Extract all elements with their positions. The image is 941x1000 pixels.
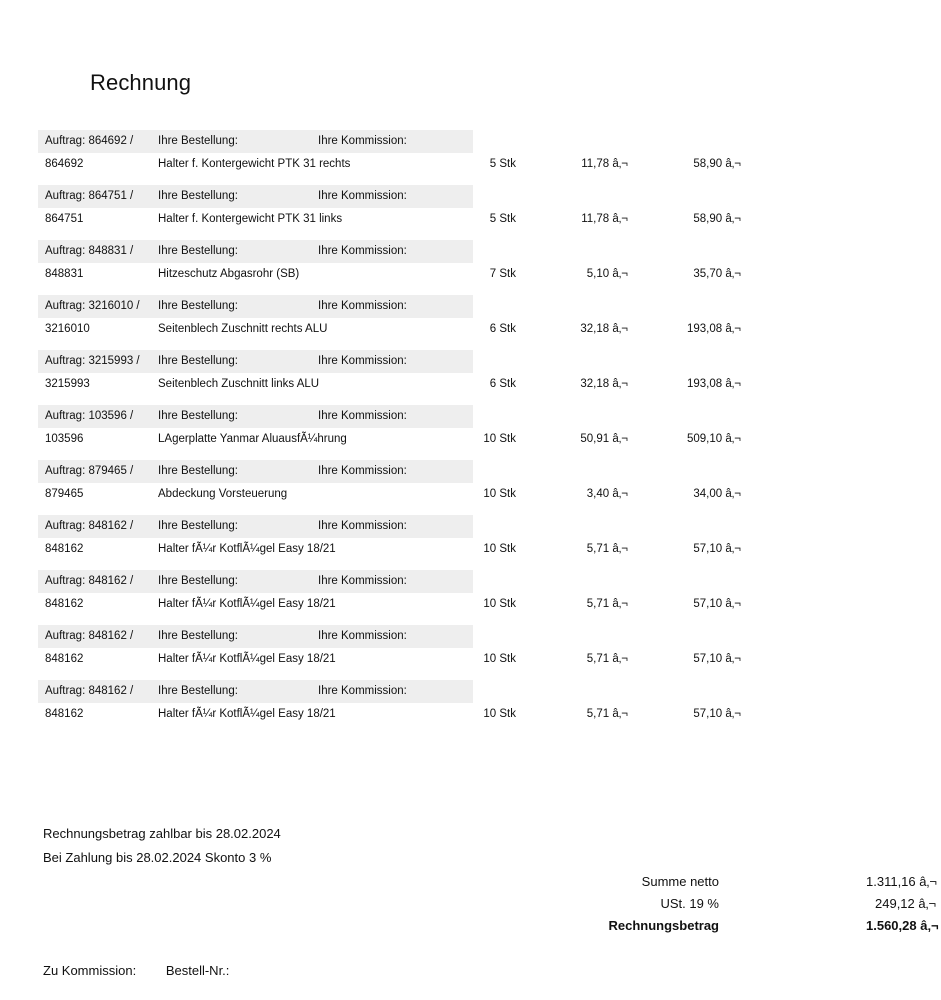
customer-order-label: Ihre Bestellung:	[158, 190, 238, 202]
line-total: 57,10 â‚¬	[693, 598, 741, 610]
commission-label: Ihre Kommission:	[318, 575, 407, 587]
unit-price: 5,71 â‚¬	[586, 543, 628, 555]
article-description: Halter fÃ¼r KotflÃ¼gel Easy 18/21	[158, 598, 336, 610]
gross-total-label: Rechnungsbetrag	[608, 918, 719, 933]
item-line	[38, 373, 798, 396]
article-description: Abdeckung Vorsteuerung	[158, 488, 288, 500]
item-line	[38, 318, 798, 341]
order-number: Auftrag: 3216010 /	[45, 300, 140, 312]
item-line	[38, 593, 798, 616]
customer-order-label: Ihre Bestellung:	[158, 465, 238, 477]
footer-references	[43, 963, 229, 978]
quantity: 10 Stk	[483, 598, 516, 610]
quantity: 7 Stk	[489, 268, 516, 280]
commission-label: Ihre Kommission:	[318, 465, 407, 477]
invoice-items	[38, 130, 798, 735]
quantity: 5 Stk	[489, 158, 516, 170]
item-line	[38, 648, 798, 671]
customer-order-label: Ihre Bestellung:	[158, 410, 238, 422]
unit-price: 11,78 â‚¬	[581, 158, 628, 170]
commission-label: Ihre Kommission:	[318, 520, 407, 532]
vat-value: 249,12 â‚¬	[875, 896, 937, 911]
order-number: Auftrag: 864692 /	[45, 135, 134, 147]
line-total: 509,10 â‚¬	[686, 433, 741, 445]
quantity: 10 Stk	[483, 488, 516, 500]
article-number: 103596	[45, 433, 84, 445]
item-header	[38, 570, 473, 593]
line-total: 35,70 â‚¬	[693, 268, 741, 280]
invoice-item	[38, 625, 798, 680]
invoice-item	[38, 295, 798, 350]
article-number: 864751	[45, 213, 84, 225]
item-line	[38, 703, 798, 726]
unit-price: 32,18 â‚¬	[580, 323, 628, 335]
invoice-item	[38, 570, 798, 625]
article-number: 848162	[45, 543, 84, 555]
customer-order-label: Ihre Bestellung:	[158, 630, 238, 642]
item-line	[38, 538, 798, 561]
invoice-item	[38, 185, 798, 240]
unit-price: 5,71 â‚¬	[586, 598, 628, 610]
item-header	[38, 185, 473, 208]
article-number: 864692	[45, 158, 84, 170]
order-number: Auftrag: 864751 /	[45, 190, 134, 202]
order-number: Auftrag: 848831 /	[45, 245, 134, 257]
article-number: 848162	[45, 653, 84, 665]
net-total-value: 1.311,16 â‚¬	[866, 874, 937, 889]
item-header	[38, 405, 473, 428]
invoice-item	[38, 460, 798, 515]
item-line	[38, 208, 798, 231]
item-header	[38, 625, 473, 648]
article-number: 848162	[45, 708, 84, 720]
article-description: Halter fÃ¼r KotflÃ¼gel Easy 18/21	[158, 653, 336, 665]
invoice-item	[38, 515, 798, 570]
article-description: LAgerplatte Yanmar AluausfÃ¼hrung	[158, 433, 347, 445]
commission-label: Ihre Kommission:	[318, 685, 407, 697]
quantity: 6 Stk	[489, 378, 516, 390]
invoice-item	[38, 680, 798, 735]
customer-order-label: Ihre Bestellung:	[158, 575, 238, 587]
unit-price: 5,71 â‚¬	[586, 708, 628, 720]
quantity: 10 Stk	[483, 543, 516, 555]
commission-label: Ihre Kommission:	[318, 410, 407, 422]
payment-discount-text: Bei Zahlung bis 28.02.2024 Skonto 3 %	[43, 850, 272, 865]
order-reference-label: Bestell-Nr.:	[165, 963, 230, 978]
unit-price: 5,71 â‚¬	[586, 653, 628, 665]
invoice-item	[38, 405, 798, 460]
commission-label: Ihre Kommission:	[318, 630, 407, 642]
commission-reference-label: Zu Kommission:	[43, 963, 137, 978]
item-header	[38, 350, 473, 373]
order-number: Auftrag: 848162 /	[45, 630, 134, 642]
commission-label: Ihre Kommission:	[318, 190, 407, 202]
quantity: 5 Stk	[489, 213, 516, 225]
gross-total-value: 1.560,28 â‚¬	[866, 918, 939, 933]
article-number: 879465	[45, 488, 84, 500]
line-total: 57,10 â‚¬	[693, 708, 741, 720]
line-total: 58,90 â‚¬	[693, 158, 741, 170]
article-description: Halter f. Kontergewicht PTK 31 rechts	[158, 158, 351, 170]
article-description: Hitzeschutz Abgasrohr (SB)	[158, 268, 300, 280]
article-description: Halter f. Kontergewicht PTK 31 links	[158, 213, 343, 225]
unit-price: 50,91 â‚¬	[580, 433, 628, 445]
invoice-item	[38, 350, 798, 405]
article-number: 3215993	[45, 378, 90, 390]
unit-price: 3,40 â‚¬	[586, 488, 628, 500]
customer-order-label: Ihre Bestellung:	[158, 520, 238, 532]
article-number: 3216010	[45, 323, 90, 335]
vat-label: USt. 19 %	[660, 896, 719, 911]
article-description: Seitenblech Zuschnitt rechts ALU	[158, 323, 328, 335]
item-line	[38, 483, 798, 506]
article-number: 848162	[45, 598, 84, 610]
invoice-item	[38, 240, 798, 295]
article-description: Seitenblech Zuschnitt links ALU	[158, 378, 320, 390]
article-description: Halter fÃ¼r KotflÃ¼gel Easy 18/21	[158, 543, 336, 555]
order-number: Auftrag: 848162 /	[45, 520, 134, 532]
line-total: 57,10 â‚¬	[693, 653, 741, 665]
line-total: 34,00 â‚¬	[693, 488, 741, 500]
order-number: Auftrag: 879465 /	[45, 465, 134, 477]
customer-order-label: Ihre Bestellung:	[158, 135, 238, 147]
payment-due-text: Rechnungsbetrag zahlbar bis 28.02.2024	[43, 826, 281, 841]
article-number: 848831	[45, 268, 84, 280]
item-line	[38, 263, 798, 286]
commission-label: Ihre Kommission:	[318, 245, 407, 257]
item-header	[38, 515, 473, 538]
item-header	[38, 295, 473, 318]
item-line	[38, 153, 798, 176]
item-line	[38, 428, 798, 451]
quantity: 10 Stk	[483, 708, 516, 720]
commission-label: Ihre Kommission:	[318, 135, 407, 147]
unit-price: 32,18 â‚¬	[580, 378, 628, 390]
item-header	[38, 460, 473, 483]
order-number: Auftrag: 3215993 /	[45, 355, 140, 367]
line-total: 193,08 â‚¬	[686, 323, 741, 335]
customer-order-label: Ihre Bestellung:	[158, 300, 238, 312]
item-header	[38, 130, 473, 153]
commission-label: Ihre Kommission:	[318, 300, 407, 312]
page-title: Rechnung	[90, 70, 192, 95]
commission-label: Ihre Kommission:	[318, 355, 407, 367]
quantity: 10 Stk	[483, 653, 516, 665]
customer-order-label: Ihre Bestellung:	[158, 245, 238, 257]
quantity: 6 Stk	[489, 323, 516, 335]
item-header	[38, 680, 473, 703]
item-header	[38, 240, 473, 263]
unit-price: 11,78 â‚¬	[581, 213, 628, 225]
quantity: 10 Stk	[483, 433, 516, 445]
line-total: 58,90 â‚¬	[693, 213, 741, 225]
net-total-label: Summe netto	[641, 874, 719, 889]
line-total: 193,08 â‚¬	[686, 378, 741, 390]
invoice-item	[38, 130, 798, 185]
order-number: Auftrag: 103596 /	[45, 410, 134, 422]
order-number: Auftrag: 848162 /	[45, 685, 134, 697]
order-number: Auftrag: 848162 /	[45, 575, 134, 587]
customer-order-label: Ihre Bestellung:	[158, 355, 238, 367]
unit-price: 5,10 â‚¬	[586, 268, 628, 280]
article-description: Halter fÃ¼r KotflÃ¼gel Easy 18/21	[158, 708, 336, 720]
customer-order-label: Ihre Bestellung:	[158, 685, 238, 697]
line-total: 57,10 â‚¬	[693, 543, 741, 555]
